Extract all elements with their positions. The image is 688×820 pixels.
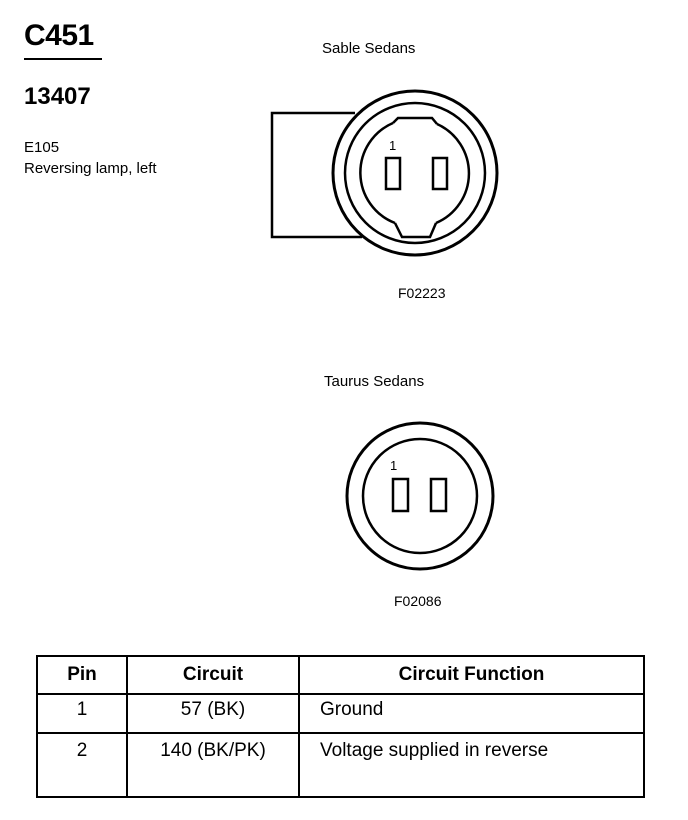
cell-pin: 2	[37, 733, 127, 797]
header-pin: Pin	[37, 656, 127, 694]
cell-circuit: 57 (BK)	[127, 694, 299, 733]
cell-pin: 1	[37, 694, 127, 733]
table-header-row	[37, 656, 644, 694]
sable-pin-1-label: 1	[389, 138, 397, 153]
taurus-pin-1-label: 1	[390, 458, 398, 473]
sable-connector-diagram	[260, 90, 520, 280]
sable-diagram-title: Sable Sedans	[322, 40, 416, 57]
sable-outer-ring	[333, 91, 497, 255]
sable-figure-code: F02223	[398, 285, 446, 301]
connector-id: C451	[24, 19, 94, 52]
cell-circuit-function: Voltage supplied in reverse	[299, 733, 644, 797]
taurus-diagram-title: Taurus Sedans	[324, 373, 425, 390]
connector-description: Reversing lamp, left	[24, 160, 157, 177]
connector-id-underline	[24, 58, 102, 60]
header-circuit: Circuit	[127, 656, 299, 694]
pin-circuit-table	[36, 655, 645, 798]
header-circuit-function: Circuit Function	[299, 656, 644, 694]
table-row	[37, 694, 644, 733]
location-code: E105	[24, 139, 60, 156]
taurus-outer-ring	[347, 423, 493, 569]
taurus-connector-diagram	[340, 420, 500, 580]
part-number: 13407	[24, 83, 91, 110]
cell-circuit: 140 (BK/PK)	[127, 733, 299, 797]
table-row	[37, 733, 644, 797]
cell-circuit-function: Ground	[299, 694, 644, 733]
taurus-figure-code: F02086	[394, 593, 442, 609]
